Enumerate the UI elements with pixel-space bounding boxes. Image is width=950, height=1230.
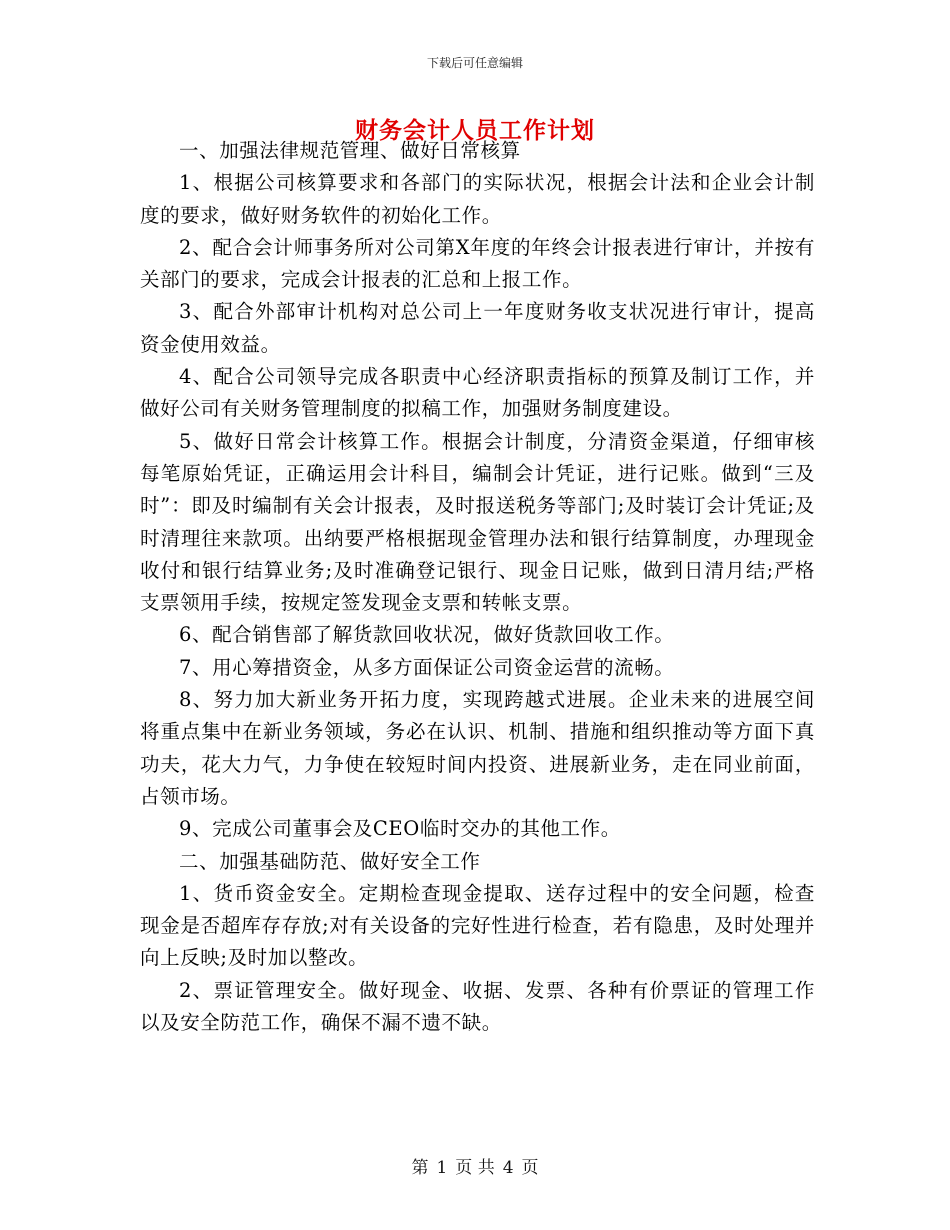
paragraph: 2、配合会计师事务所对公司第X年度的年终会计报表进行审计，并按有关部门的要求，完成会计报表的汇总和上报工作。 [140, 235, 815, 292]
total-pages: 4 [502, 1158, 514, 1178]
page-footer [0, 1153, 950, 1178]
paragraph: 8、努力加大新业务开拓力度，实现跨越式进展。企业未来的进展空间将重点集中在新业务领域，务必在认识、机制、措施和组织推动等方面下真功夫，花大力气，力争使在较短时间内投资、进展新业务，走在同业前面，占领市场。 [140, 688, 815, 808]
document-body [140, 135, 815, 1039]
paragraph: 6、配合销售部了解货款回收状况，做好货款回收工作。 [179, 623, 675, 647]
document-title: 财务会计人员工作计划 [355, 117, 595, 144]
paragraph: 3、配合外部审计机构对总公司上一年度财务收支状况进行审计，提高资金使用效益。 [140, 300, 815, 356]
paragraph: 4、配合公司领导完成各职责中心经济职责指标的预算及制订工作，并做好公司有关财务管理制度的拟稿工作，加强财务制度建设。 [140, 365, 815, 421]
paragraph: 2、票证管理安全。做好现金、收据、发票、各种有价票证的管理工作以及安全防范工作，确保不漏不遗不缺。 [140, 978, 815, 1035]
section-heading: 一、加强法律规范管理、做好日常核算 [179, 139, 521, 162]
paragraph: 9、完成公司董事会及CEO临时交办的其他工作。 [179, 817, 621, 841]
paragraph: 5、做好日常会计核算工作。根据会计制度，分清资金渠道，仔细审核每笔原始凭证，正确运用会计科目，编制会计凭证，进行记账。做到“三及时”：即及时编制有关会计报表，及时报送税务等部门;及时装订会计凭证;及时清理往来款项。出纳要严格根据现金管理办法和银行结算制度，办理现金收付和银行结算业务;及时准确登记银行、现金日记账，做到日清月结;严格支票领用手续，按规定签发现金支票和转帐支票。 [140, 429, 815, 615]
footer-middle: 页 共 [455, 1158, 495, 1178]
paragraph: 1、货币资金安全。定期检查现金提取、送存过程中的安全问题，检查现金是否超库存存放;对有关设备的完好性进行检查，若有隐患，及时处理并向上反映;及时加以整改。 [140, 881, 815, 970]
section-heading: 二、加强基础防范、做好安全工作 [179, 849, 481, 873]
paragraph: 1、根据公司核算要求和各部门的实际状况，根据会计法和企业会计制度的要求，做好财务软件的初始化工作。 [140, 171, 815, 227]
footer-suffix: 页 [521, 1158, 539, 1178]
footer-prefix: 第 [411, 1158, 429, 1178]
paragraph: 7、用心筹措资金，从多方面保证公司资金运营的流畅。 [179, 655, 675, 679]
header-note: 下载后可任意编辑 [426, 56, 523, 70]
page-number: 1 [436, 1158, 448, 1178]
